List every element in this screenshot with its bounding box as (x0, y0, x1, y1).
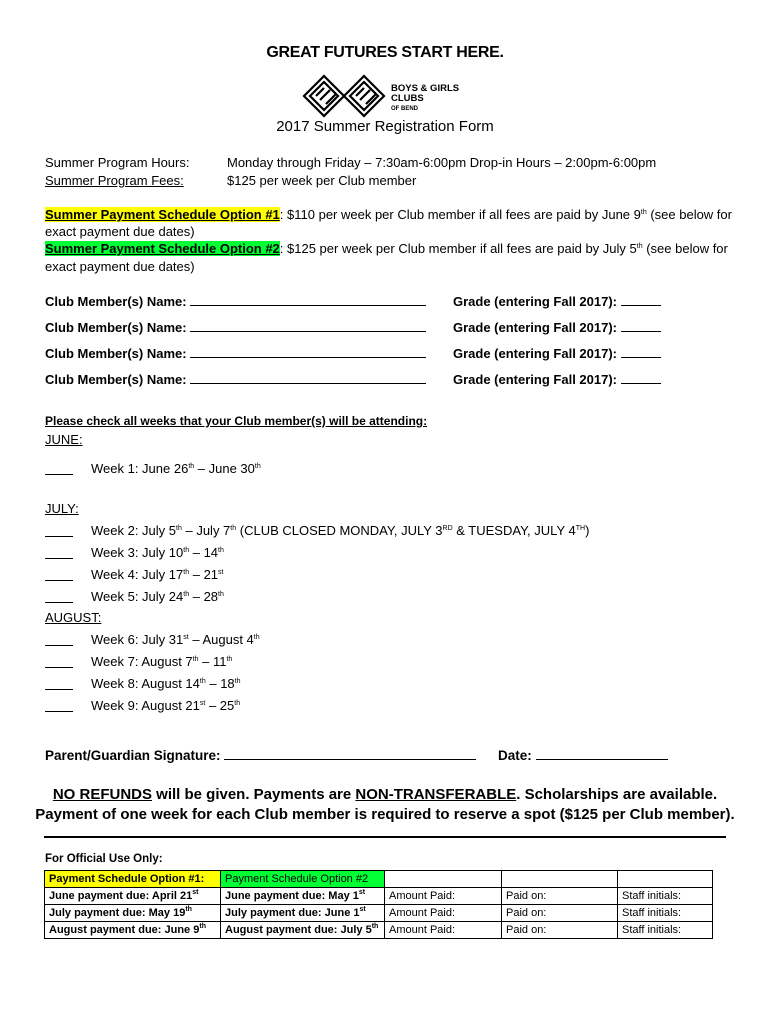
staff-initials-cell[interactable]: Staff initials: (618, 888, 713, 905)
amount-paid-cell[interactable]: Amount Paid: (385, 888, 502, 905)
table-cell (221, 922, 385, 939)
week-text: Week 5: July 24 (91, 589, 184, 604)
grade-row-4 (453, 372, 661, 387)
date-label: Date: (498, 748, 532, 763)
week-text: Week 8: August 14 (91, 676, 200, 691)
non-transferable-text: NON-TRANSFERABLE (355, 786, 517, 803)
hours-value: Monday through Friday – 7:30am-6:00pm Drop-in Hours – 2:00pm-6:00pm (227, 155, 657, 170)
sup: st (183, 634, 189, 641)
sup: RD (442, 525, 453, 532)
week-text: Week 4: July 17 (91, 567, 184, 582)
divider (44, 836, 726, 838)
member-row-1 (45, 294, 426, 309)
date-row (498, 748, 668, 763)
week-checkbox[interactable] (45, 602, 73, 603)
option-1-sup: th (640, 209, 647, 216)
member-row-4 (45, 372, 426, 387)
table-cell (45, 888, 221, 905)
member-name-label: Club Member(s) Name: (45, 372, 187, 387)
table-cell (45, 922, 221, 939)
option-2-sup: th (636, 243, 643, 250)
week-1-row (45, 461, 261, 476)
official-use-table (44, 870, 713, 939)
amount-paid-cell[interactable]: Amount Paid: (385, 922, 502, 939)
week-4-row (45, 567, 223, 582)
week-text: – August 4 (188, 632, 254, 647)
paid-on-cell[interactable]: Paid on: (502, 888, 618, 905)
sup: th (253, 634, 260, 641)
table-cell (221, 905, 385, 922)
week-checkbox[interactable] (45, 689, 73, 690)
sup: th (188, 463, 195, 470)
week-text: – 11 (198, 654, 227, 669)
week-6-row (45, 632, 260, 647)
official-use-heading: For Official Use Only: (45, 853, 163, 865)
week-text: (CLUB CLOSED MONDAY, JULY 3 (236, 523, 443, 538)
logo-line-2: OF BEND (391, 106, 418, 112)
cell-text: August payment due: June 9 (49, 924, 200, 936)
fees-label: Summer Program Fees: (45, 173, 184, 188)
sup: TH (575, 525, 586, 532)
date-field[interactable] (536, 759, 668, 760)
logo-line-1: BOYS & GIRLS CLUBS (391, 83, 460, 104)
grade-label: Grade (entering Fall 2017): (453, 372, 617, 387)
sup: st (192, 889, 199, 896)
cell-text: August payment due: July 5 (225, 924, 372, 936)
option-2-text-b: (see below for (642, 241, 728, 256)
sup: th (234, 700, 241, 707)
hours-row (45, 155, 189, 170)
form-title: 2017 Summer Registration Form (276, 118, 494, 135)
amount-paid-cell[interactable]: Amount Paid: (385, 905, 502, 922)
fees-value: $125 per week per Club member (227, 173, 417, 188)
option-2-continuation: exact payment due dates) (45, 259, 195, 274)
sup: st (358, 889, 366, 896)
week-checkbox[interactable] (45, 711, 73, 712)
grade-label: Grade (entering Fall 2017): (453, 320, 617, 335)
logo-text (391, 84, 480, 114)
august-heading: AUGUST: (45, 610, 102, 625)
table-row (45, 922, 713, 939)
member-name-field[interactable] (190, 305, 426, 306)
cell-text: July payment due: June 1 (225, 907, 360, 919)
club-logo (300, 74, 480, 118)
grade-row-2 (453, 320, 661, 335)
grade-label: Grade (entering Fall 2017): (453, 346, 617, 361)
signature-label: Parent/Guardian Signature: (45, 748, 221, 763)
week-checkbox[interactable] (45, 667, 73, 668)
handshake-logo-icon (300, 74, 388, 118)
tagline: GREAT FUTURES START HERE. (266, 44, 504, 61)
option-2-label: Summer Payment Schedule Option #2 (45, 241, 280, 256)
cell-text: July payment due: May 19 (49, 907, 186, 919)
week-text: Week 2: July 5 (91, 523, 177, 538)
sup: th (192, 656, 199, 663)
week-text: Week 1: June 26 (91, 461, 189, 476)
hours-label: Summer Program Hours: (45, 155, 190, 170)
week-text: – 28 (189, 589, 219, 604)
reserve-notice: Payment of one week for each Club member is required to reserve a spot ($125 per Club member). (35, 806, 735, 823)
payment-option-1 (45, 207, 732, 222)
week-8-row (45, 676, 241, 691)
option-2-text: : $125 per week per Club member if all fees are paid by July 5 (279, 241, 637, 256)
sup: th (254, 463, 261, 470)
week-7-row (45, 654, 232, 669)
member-name-field[interactable] (190, 383, 426, 384)
week-checkbox[interactable] (45, 536, 73, 537)
table-cell (618, 871, 713, 888)
june-heading: JUNE: (45, 432, 83, 447)
week-text: – 25 (205, 698, 235, 713)
member-name-label: Club Member(s) Name: (45, 320, 187, 335)
sup: st (199, 700, 206, 707)
week-3-row (45, 545, 224, 560)
notice-text: will be given. Payments are (151, 786, 356, 803)
grade-label: Grade (entering Fall 2017): (453, 294, 617, 309)
sup: th (218, 547, 224, 554)
grade-field[interactable] (621, 305, 661, 306)
week-text: – 21 (189, 567, 219, 582)
week-2-row (45, 523, 589, 538)
table-cell (221, 888, 385, 905)
sup: th (183, 591, 190, 598)
member-name-label: Club Member(s) Name: (45, 294, 187, 309)
table-cell (45, 905, 221, 922)
table-cell: Payment Schedule Option #1: (45, 871, 221, 888)
paid-on-cell[interactable]: Paid on: (502, 922, 618, 939)
grade-field[interactable] (621, 383, 661, 384)
week-text: Week 3: July 10 (91, 545, 184, 560)
week-text: – 18 (205, 676, 235, 691)
member-name-field[interactable] (190, 331, 426, 332)
option-1-text-b: (see below for (646, 207, 732, 222)
cell-text: June payment due: April 21 (49, 890, 193, 902)
week-text: – June 30 (194, 461, 255, 476)
grade-row-3 (453, 346, 661, 361)
cell-text: June payment due: May 1 (225, 890, 359, 902)
week-text: ) (585, 523, 590, 538)
sup: st (218, 569, 224, 576)
sup: th (226, 656, 233, 663)
signature-row (45, 748, 476, 763)
week-text: Week 9: August 21 (91, 698, 200, 713)
sup: th (176, 525, 182, 532)
grade-row-1 (453, 294, 661, 309)
sup: th (234, 678, 241, 685)
sup: th (183, 569, 190, 576)
sup: th (183, 547, 190, 554)
member-row-2 (45, 320, 426, 335)
week-checkbox[interactable] (45, 558, 73, 559)
week-checkbox[interactable] (45, 580, 73, 581)
table-cell (502, 871, 618, 888)
table-row (45, 888, 713, 905)
sup: th (199, 678, 206, 685)
table-row (45, 905, 713, 922)
week-text: – 14 (189, 545, 219, 560)
staff-initials-cell[interactable]: Staff initials: (618, 905, 713, 922)
option-1-continuation: exact payment due dates) (45, 224, 195, 239)
week-text: – July 7 (181, 523, 231, 538)
week-5-row (45, 589, 224, 604)
grade-field[interactable] (621, 357, 661, 358)
week-checkbox[interactable] (45, 645, 73, 646)
signature-field[interactable] (224, 759, 476, 760)
table-cell (385, 871, 502, 888)
payment-option-2 (45, 241, 728, 256)
july-heading: JULY: (45, 501, 79, 516)
member-row-3 (45, 346, 426, 361)
member-name-label: Club Member(s) Name: (45, 346, 187, 361)
sup: th (185, 906, 192, 913)
refund-notice (0, 786, 770, 803)
grade-field[interactable] (621, 331, 661, 332)
week-9-row (45, 698, 240, 713)
table-row (45, 871, 713, 888)
staff-initials-cell[interactable]: Staff initials: (618, 922, 713, 939)
sup: th (371, 923, 379, 930)
paid-on-cell[interactable]: Paid on: (502, 905, 618, 922)
sup: st (359, 906, 366, 913)
week-text: Week 6: July 31 (91, 632, 184, 647)
sup: th (230, 525, 237, 532)
member-name-field[interactable] (190, 357, 426, 358)
week-text: & TUESDAY, JULY 4 (452, 523, 576, 538)
table-cell: Payment Schedule Option #2 (221, 871, 385, 888)
option-1-text: : $110 per week per Club member if all fees are paid by June 9 (279, 207, 641, 222)
week-checkbox[interactable] (45, 474, 73, 475)
option-1-label: Summer Payment Schedule Option #1 (45, 207, 280, 222)
notice-text: . Scholarships are available. (516, 786, 718, 803)
sup: th (199, 923, 206, 930)
weeks-instruction: Please check all weeks that your Club member(s) will be attending: (45, 414, 428, 428)
week-text: Week 7: August 7 (91, 654, 193, 669)
sup: th (218, 591, 224, 598)
no-refunds-text: NO REFUNDS (52, 786, 152, 803)
